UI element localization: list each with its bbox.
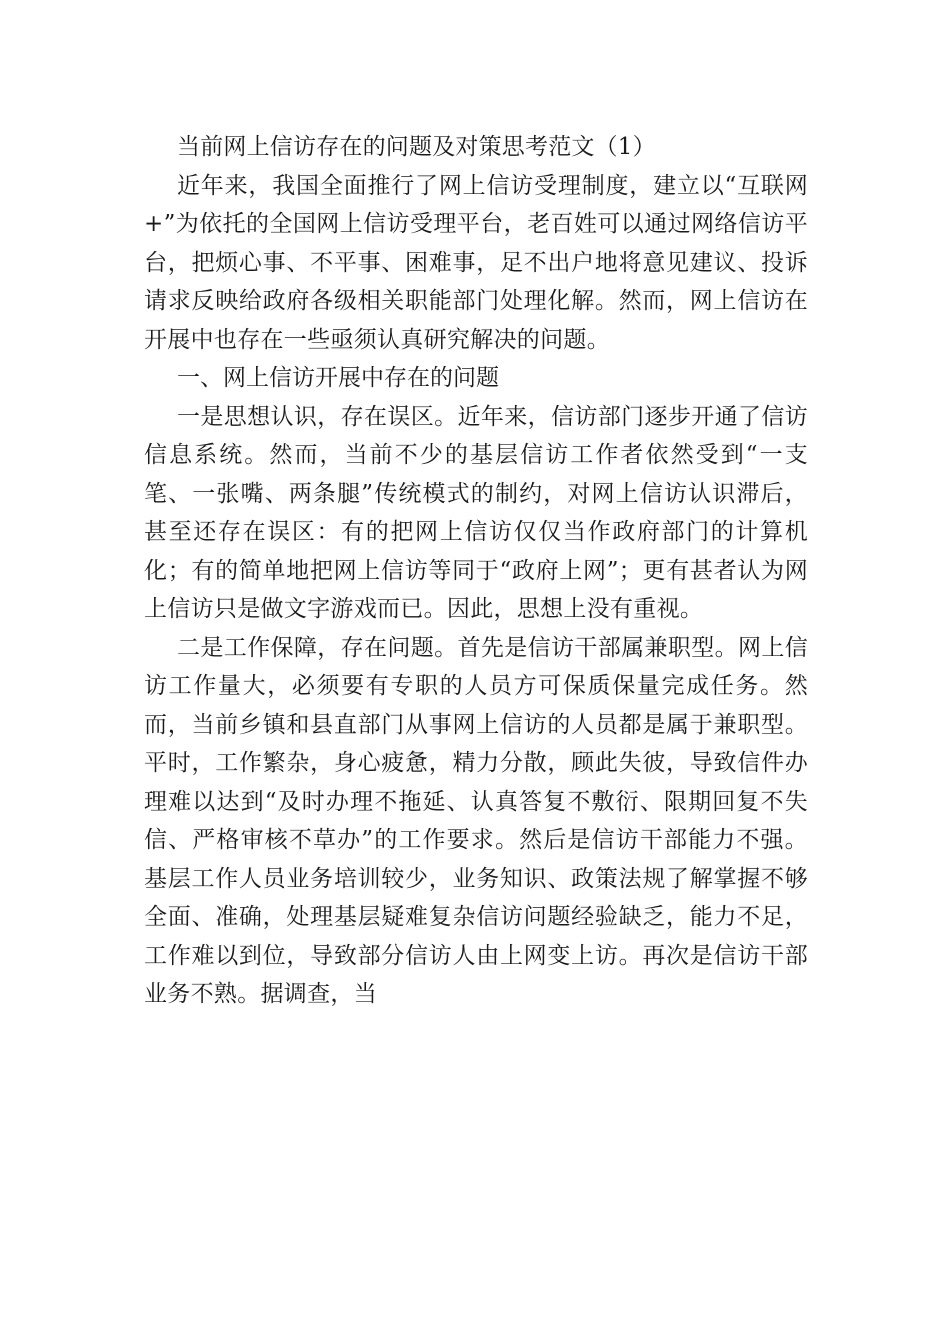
paragraph-point-two: 二是工作保障，存在问题。首先是信访干部属兼职型。网上信访工作量大，必须要有专职的人员方可保质保量完成任务。然而，当前乡镇和县直部门从事网上信访的人员都是属于兼职型。平时，工作繁杂，身心疲惫，精力分散，顾此失彼，导致信件办理难以达到“及时办理不拖延、认真答复不敷衍、限期回复不失信、严格审核不草办”的工作要求。然后是信访干部能力不强。基层工作人员业务培训较少，业务知识、政策法规了解掌握不够全面、准确，处理基层疑难复杂信访问题经验缺乏，能力不足，工作难以到位，导致部分信访人由上网变上访。再次是信访干部业务不熟。据调查，当: [144, 634, 808, 1007]
document-body: [144, 128, 808, 1014]
section-heading: 一、网上信访开展中存在的问题: [177, 365, 499, 391]
paragraph-point-one: 一是思想认识，存在误区。近年来，信访部门逐步开通了信访信息系统。然而，当前不少的基层信访工作者依然受到“一支笔、一张嘴、两条腿”传统模式的制约，对网上信访认识滞后，甚至还存在误区：有的把网上信访仅仅当作政府部门的计算机化；有的简单地把网上信访等同于“政府上网”；更有甚者认为网上信访只是做文字游戏而已。因此，思想上没有重视。: [144, 403, 808, 622]
document-title: 当前网上信访存在的问题及对策思考范文（1）: [177, 134, 656, 160]
paragraph-intro: 近年来，我国全面推行了网上信访受理制度，建立以“互联网+”为依托的全国网上信访受理平台，老百姓可以通过网络信访平台，把烦心事、不平事、困难事，足不出户地将意见建议、投诉请求反映给政府各级相关职能部门处理化解。然而，网上信访在开展中也存在一些亟须认真研究解决的问题。: [144, 172, 808, 353]
